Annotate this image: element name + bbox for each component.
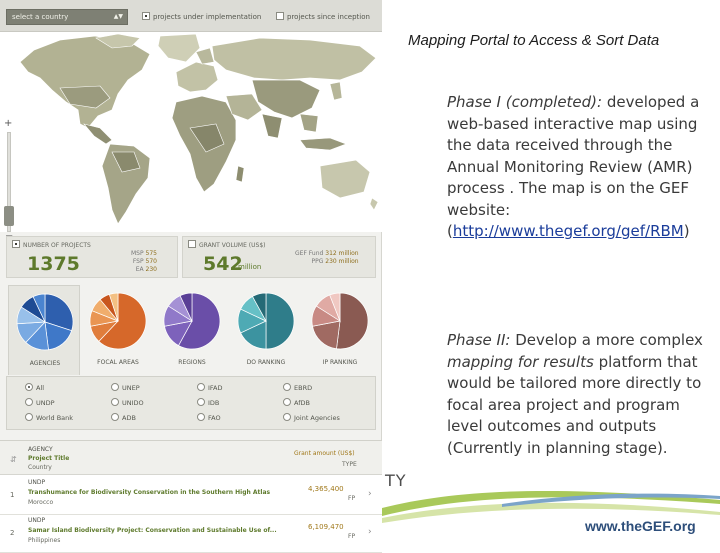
tab-regions[interactable] (156, 285, 228, 375)
breakdown-value: 570 (145, 258, 157, 265)
agency-filter-label: UNDP (36, 399, 55, 407)
row-title[interactable]: Transhumance for Biodiversity Conservation in the Southern High Atlas (28, 489, 271, 496)
checkbox-icon (276, 12, 284, 20)
col-agency[interactable]: AGENCY (28, 446, 53, 453)
agency-filter-label: World Bank (36, 414, 74, 422)
pie-regions (162, 289, 222, 355)
radio-icon (283, 413, 291, 421)
footer-url[interactable]: www.theGEF.org (585, 518, 696, 534)
table-row[interactable] (0, 477, 382, 515)
radio-icon (111, 413, 119, 421)
slide-title: Mapping Portal to Access & Sort Data (408, 32, 660, 49)
chevron-right-icon[interactable]: › (368, 527, 372, 537)
agency-filter-label: EBRD (294, 384, 313, 392)
row-number: 2 (10, 529, 15, 537)
agency-filter-label: AfDB (294, 399, 310, 407)
radio-icon (197, 383, 205, 391)
zoom-in-icon[interactable]: + (4, 118, 13, 129)
col-grant-amount[interactable]: Grant amount (US$) (294, 450, 355, 457)
agency-filter-label: FAO (208, 414, 221, 422)
zoom-control (4, 118, 14, 244)
phase-two-text-end: platform that would be tailored more directly to focal area project and program level outcomes and outputs (Currently in planning stage). (447, 352, 702, 457)
agency-filter-label: IDB (208, 399, 220, 407)
breakdown-row (295, 250, 359, 258)
projects-table (0, 440, 382, 544)
breakdown-value: 230 million (325, 258, 359, 265)
col-type[interactable]: TYPE (342, 461, 357, 468)
breakdown-label: MSP (131, 250, 144, 257)
pie-do-ranking (236, 289, 296, 355)
phase-two-lead: Phase II: (447, 331, 511, 349)
country-select[interactable] (6, 9, 128, 25)
phase-one-lead: Phase I (completed): (447, 93, 603, 111)
stat-projects-value: 1375 (27, 253, 80, 275)
breakdown-label: EA (135, 266, 144, 273)
pie-slice[interactable] (336, 293, 368, 349)
pie-ip-ranking (310, 289, 370, 355)
pie-chart-tabs (6, 285, 376, 375)
agency-filter-option[interactable] (111, 383, 140, 393)
phase-one-tail: ) (683, 222, 690, 240)
phase-two-text: Develop a more complex (510, 331, 703, 349)
agency-filter-label: UNIDO (122, 399, 144, 407)
sort-icon[interactable]: ⇵ (10, 455, 17, 464)
breakdown-label: PPG (311, 258, 324, 265)
tab-agencies[interactable] (8, 285, 80, 375)
breakdown-row (131, 250, 157, 258)
tab-ip-ranking[interactable] (304, 285, 376, 375)
agency-filters (6, 376, 376, 430)
phase-two-paragraph (447, 330, 709, 459)
pie-label: AGENCIES (29, 360, 61, 367)
phase-two-italic: mapping for results (447, 352, 594, 371)
radio-icon (25, 398, 33, 406)
stat-label-text: NUMBER OF PROJECTS (23, 242, 91, 249)
portal-toolbar (0, 0, 382, 32)
world-map[interactable] (0, 32, 382, 232)
row-title[interactable]: Samar Island Biodiversity Project: Conservation and Sustainable Use of... (28, 527, 277, 534)
agency-filter-option[interactable] (283, 413, 340, 423)
row-country: Philippines (28, 537, 61, 544)
radio-icon (197, 398, 205, 406)
select-arrows-icon: ▲▼ (113, 13, 123, 20)
radio-label: projects since inception (287, 13, 370, 21)
country-select-value: select a country (12, 13, 69, 21)
radio-icon (283, 398, 291, 406)
radio-since-inception[interactable] (276, 11, 370, 23)
agency-filter-option[interactable] (197, 413, 221, 423)
tab-do-ranking[interactable] (230, 285, 302, 375)
agency-filter-label: Joint Agencies (294, 414, 340, 422)
radio-icon (111, 383, 119, 391)
checkbox-icon (12, 240, 20, 248)
checkbox-icon (142, 12, 150, 20)
pie-slice[interactable] (266, 293, 294, 349)
grant-breakdown (295, 250, 359, 266)
breakdown-label: FSP (132, 258, 144, 265)
breakdown-row (295, 258, 359, 266)
stat-number-of-projects[interactable] (6, 236, 178, 278)
agency-filter-option[interactable] (25, 398, 55, 408)
agency-filter-label: UNEP (122, 384, 140, 392)
stat-grant-value: 542 (203, 253, 243, 275)
radio-icon (111, 398, 119, 406)
row-number: 1 (10, 491, 15, 499)
pie-focal-areas (88, 289, 148, 355)
tab-focal-areas[interactable] (82, 285, 154, 375)
agency-filter-option[interactable] (197, 398, 219, 408)
breakdown-value: 312 million (325, 250, 359, 257)
agency-filter-option[interactable] (197, 383, 223, 393)
rbm-link[interactable]: http://www.thegef.org/gef/RBM (452, 222, 684, 240)
table-row[interactable] (0, 515, 382, 553)
row-country: Morocco (28, 499, 54, 506)
col-country[interactable]: Country (28, 464, 52, 471)
radio-icon (283, 383, 291, 391)
projects-breakdown (131, 250, 157, 274)
breakdown-row (131, 266, 157, 274)
pie-agencies (15, 290, 75, 356)
stat-grant-unit: million (238, 263, 262, 271)
agency-filter-option[interactable] (283, 398, 310, 408)
agency-filter-option[interactable] (111, 398, 144, 408)
pie-label: FOCAL AREAS (97, 359, 139, 366)
row-type: FP (348, 533, 356, 540)
stat-label-text: GRANT VOLUME (US$) (199, 242, 266, 249)
row-type: FP (348, 495, 356, 502)
row-amount: 6,109,470 (308, 523, 344, 531)
radio-under-implementation[interactable] (142, 11, 261, 23)
agency-filter-option[interactable] (25, 383, 44, 393)
chevron-right-icon[interactable]: › (368, 489, 372, 499)
phase-one-paragraph (447, 92, 709, 243)
agency-filter-option[interactable] (111, 413, 136, 423)
radio-label: projects under implementation (153, 13, 262, 21)
breakdown-value: 230 (145, 266, 157, 273)
world-map-graphic (0, 32, 382, 232)
agency-filter-option[interactable] (25, 413, 73, 423)
radio-icon (197, 413, 205, 421)
stat-label (12, 240, 91, 249)
stat-grant-volume[interactable] (182, 236, 376, 278)
row-amount: 4,365,400 (308, 485, 344, 493)
breakdown-label: GEF Fund (295, 250, 324, 257)
stat-label (188, 240, 265, 249)
radio-icon (25, 413, 33, 421)
agency-filter-label: IFAD (208, 384, 223, 392)
pie-label: REGIONS (178, 359, 206, 366)
phase-one-text: developed a web-based interactive map using the data received through the Annual Monitoring Review (AMR) process . The map is on the GEF website: ( (447, 93, 700, 240)
agency-filter-label: All (36, 384, 45, 392)
breakdown-row (131, 258, 157, 266)
pie-label: DO RANKING (246, 359, 286, 366)
row-agency: UNDP (28, 517, 46, 524)
pie-label: IP RANKING (322, 359, 358, 366)
row-agency: UNDP (28, 479, 46, 486)
table-header (0, 441, 382, 475)
ty-fragment: TY (385, 471, 407, 490)
breakdown-value: 575 (145, 250, 157, 257)
agency-filter-label: ADB (122, 414, 136, 422)
checkbox-icon (188, 240, 196, 248)
agency-filter-option[interactable] (283, 383, 312, 393)
col-project-title[interactable]: Project Title (28, 455, 70, 462)
summary-stats (6, 236, 376, 278)
radio-icon (25, 383, 33, 391)
zoom-slider-handle[interactable] (4, 206, 14, 226)
